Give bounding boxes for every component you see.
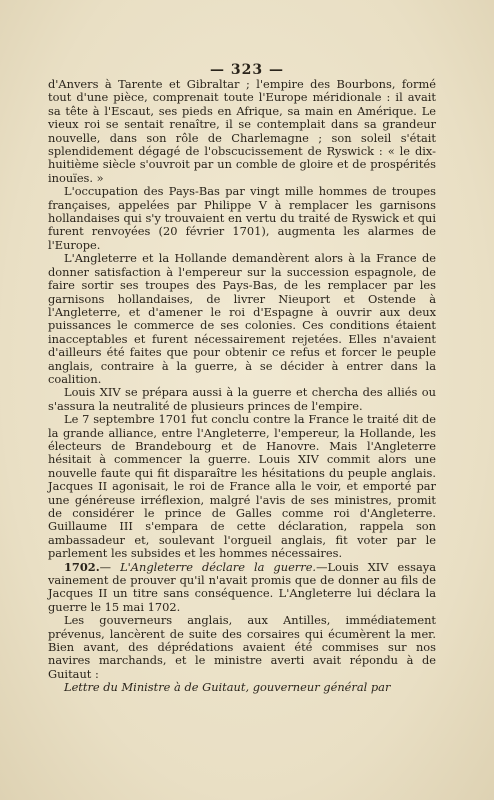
paragraph: Le 7 septembre 1701 fut conclu contre la France le traité dit de la grande alliance, entre l'Angleterre, l'empereur, la Hollande, les électeurs de Brandebourg et de Hanovre. Mais l'Angleterre hésitait à commencer la guerre. Louis XIV commit alors une nouvelle faute qui fit disparaître les hésitations du peuple anglais. Jacques II agonisait, le roi de France alla le voir, et emporté par une généreuse irréflexion, malgré l'avis de ses ministres, promit de considérer le prince de Galles comme roi d'Angleterre. Guillaume III s'empara de cette déclaration, rappela son ambassadeur et, soulevant l'orgueil anglais, fit voter par le parlement les subsides et les hommes nécessaires. — [48, 412, 436, 561]
section-year: 1702. — [64, 559, 100, 574]
letter-heading-paragraph — [48, 681, 436, 694]
paragraph: L'Angleterre et la Hollande demandèrent alors à la France de donner satisfaction à l'empereur sur la succession espagnole, de faire sortir ses troupes des Pays-Bas, de les remplacer par les garnisons hollandaises, de livrer Nieuport et Ostende à l'Angleterre, et d'amener le roi d'Espagne à ouvrir aux deux puissances le commerce de ses colonies. Ces conditions étaient inacceptables et furent nécessairement rejetées. Elles n'avaient d'ailleurs été faites que pour obtenir ce refus et forcer le peuple anglais, contraire à la guerre, à se décider à entrer dans la coalition. — [48, 251, 436, 386]
section-text: —Louis XIV essaya vainement de prouver qu'il n'avait promis que de donner au fils de Jacques II un titre sans conséquence. L'Angleterre lui déclara la guerre le 15 mai 1702. — [48, 559, 436, 614]
section-dash: — — [99, 559, 121, 574]
page-number: — 323 — — [210, 62, 284, 78]
section-paragraph — [48, 561, 436, 615]
paragraph: Louis XIV se prépara aussi à la guerre et chercha des alliés ou s'assura la neutralité de plusieurs princes de l'empire. — [48, 385, 436, 413]
section-heading: L'Angleterre déclare la guerre. — [120, 559, 317, 574]
paragraph: L'occupation des Pays-Bas par vingt mille hommes de troupes françaises, appelées par Philippe V à remplacer les garnisons hollandaises qui s'y trouvaient en vertu du traité de Ryswick et qui furent renvoyées (20 février 1701), augmenta les alarmes de l'Europe. — [48, 184, 436, 252]
letter-heading: Lettre du Ministre à de Guitaut, gouverneur général par — [64, 680, 391, 695]
paragraph: Les gouverneurs anglais, aux Antilles, immédiatement prévenus, lancèrent de suite des corsaires qui écumèrent la mer. Bien avant, des déprédations avaient été commises sur nos navires marchands, et le ministre averti avait répondu à de Guitaut : — [48, 613, 436, 681]
body-text — [48, 78, 436, 695]
paragraph: d'Anvers à Tarente et Gibraltar ; l'empire des Bourbons, formé tout d'une pièce, comprenait toute l'Europe méridionale : il avait sa tête à l'Escaut, ses pieds en Afrique, sa main en Amérique. Le vieux roi se sentait renaître, il se contemplait dans sa grandeur nouvelle, dans son rôle de Charlemagne ; son soleil s'était splendidement dégagé de l'obscucissement de Ryswick : « le dix-huitième siècle s'ouvroit par un comble de gloire et de prospérités inouïes. » — [48, 77, 436, 185]
